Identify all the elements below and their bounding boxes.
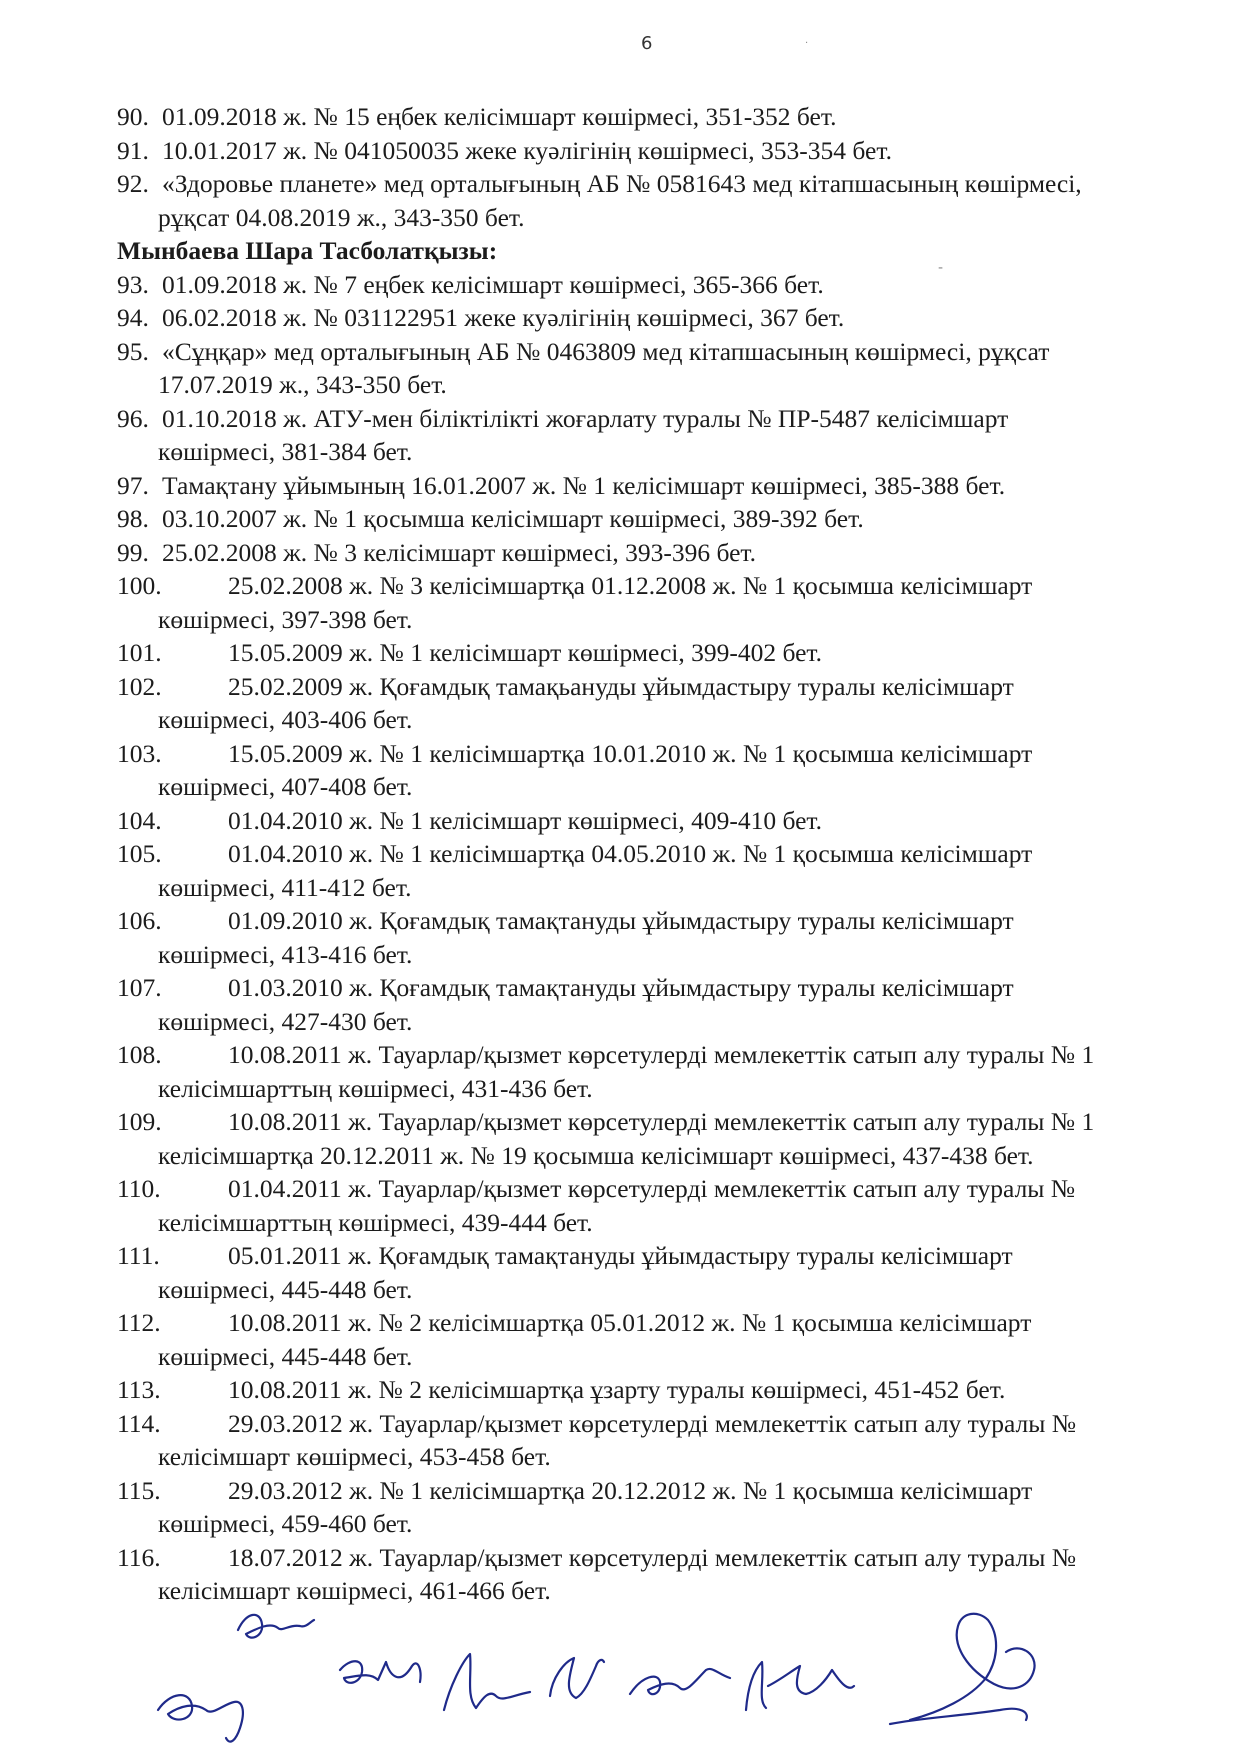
list-item-number: 110. — [117, 1174, 161, 1203]
list-item-number: 94. — [117, 303, 149, 332]
list-item-text: 01.04.2011 ж. Тауарлар/қызмет көрсетулерді мемлекеттік сатып алу туралы № — [228, 1174, 1076, 1203]
list-item-text: 10.08.2011 ж. Тауарлар/қызмет көрсетулерді мемлекеттік сатып алу туралы № 1 — [228, 1107, 1095, 1136]
list-item-text: 29.03.2012 ж. Тауарлар/қызмет көрсетулерді мемлекеттік сатып алу туралы № — [228, 1408, 1077, 1438]
list-item-number: 102. — [117, 671, 162, 701]
list-item-number: 116. — [117, 1542, 161, 1572]
list-item-number: 112. — [117, 1308, 161, 1337]
list-item-continuation: көшірмесі, 407-408 бет. — [158, 772, 413, 801]
list-item-text: 01.03.2010 ж. Қоғамдық тамақтануды ұйымдастыру туралы келісімшарт — [228, 973, 1014, 1002]
list-item-text: «Сұңқар» мед орталығының АБ № 0463809 мед кітапшасының көшірмесі, рұқсат — [162, 336, 1050, 366]
list-item — [0, 1105, 1204, 1172]
list-item-text: 03.10.2007 ж. № 1 қосымша келісімшарт көшірмесі, 389-392 бет. — [162, 504, 864, 533]
signatures-icon — [150, 1600, 1150, 1750]
list-item-number: 109. — [117, 1107, 162, 1136]
list-item-continuation: келісімшартқа 20.12.2011 ж. № 19 қосымша келісімшарт көшірмесі, 437-438 бет. — [158, 1140, 1034, 1170]
list-item — [0, 804, 1204, 838]
list-item-continuation: көшірмесі, 381-384 бет. — [158, 437, 413, 466]
list-item-text: «Здоровье планете» мед орталығының АБ № 0581643 мед кітапшасының көшірмесі, — [162, 169, 1082, 198]
list-item-number: 105. — [117, 839, 162, 868]
list-item-number: 114. — [117, 1408, 161, 1438]
list-item-number: 106. — [117, 906, 162, 935]
list-item-number: 93. — [117, 269, 149, 299]
list-item-number: 103. — [117, 738, 162, 768]
list-item — [0, 167, 1204, 234]
list-item-continuation: рұқсат 04.08.2019 ж., 343-350 бет. — [158, 202, 525, 232]
list-item — [0, 636, 1204, 670]
list-item — [0, 1239, 1204, 1306]
list-item-continuation: келісімшарттың көшірмесі, 431-436 бет. — [158, 1073, 593, 1103]
list-item-continuation: көшірмесі, 403-406 бет. — [158, 705, 413, 734]
list-item-number: 95. — [117, 336, 149, 366]
list-item-text: 01.09.2018 ж. № 7 еңбек келісімшарт көшірмесі, 365-366 бет. — [162, 269, 824, 299]
list-item-continuation: көшірмесі, 397-398 бет. — [158, 604, 413, 634]
document-body — [0, 100, 1240, 1608]
list-item-text: 01.09.2018 ж. № 15 еңбек келісімшарт көшірмесі, 351-352 бет. — [162, 102, 837, 131]
list-item — [0, 335, 1204, 402]
list-item-continuation: келісімшарттың көшірмесі, 439-444 бет. — [158, 1207, 593, 1237]
list-item-text: 10.01.2017 ж. № 041050035 жеке куәлігінің көшірмесі, 353-354 бет. — [162, 135, 892, 165]
list-item-text: 01.09.2010 ж. Қоғамдық тамақтануды ұйымдастыру туралы келісімшарт — [228, 906, 1014, 935]
list-item — [0, 569, 1204, 636]
list-item — [0, 268, 1204, 302]
list-item-continuation: 17.07.2019 ж., 343-350 бет. — [158, 370, 447, 399]
list-item — [0, 737, 1204, 804]
list-item-continuation: көшірмесі, 459-460 бет. — [158, 1509, 413, 1538]
list-item-continuation: көшірмесі, 445-448 бет. — [158, 1341, 413, 1371]
list-item-number: 90. — [117, 102, 149, 131]
list-item — [0, 904, 1204, 971]
scan-dot-mark: - — [938, 260, 944, 276]
list-item — [0, 971, 1204, 1038]
list-item-text: 01.04.2010 ж. № 1 келісімшартқа 04.05.2010 ж. № 1 қосымша келісімшарт — [228, 839, 1033, 868]
list-item — [0, 1172, 1204, 1239]
list-item-continuation: көшірмесі, 427-430 бет. — [158, 1006, 413, 1036]
list-item — [0, 100, 1204, 134]
list-item-text: 25.02.2008 ж. № 3 келісімшарт көшірмесі, 393-396 бет. — [162, 537, 757, 567]
list-item-text: 29.03.2012 ж. № 1 келісімшартқа 20.12.2012 ж. № 1 қосымша келісімшарт — [228, 1475, 1033, 1505]
list-item — [0, 1474, 1204, 1541]
list-item — [0, 402, 1204, 469]
list-item — [0, 1407, 1204, 1474]
list-item-number: 113. — [117, 1375, 161, 1404]
signatures-area — [150, 1600, 1150, 1750]
list-item-number: 96. — [117, 403, 149, 433]
list-item-text: 25.02.2008 ж. № 3 келісімшартқа 01.12.2008 ж. № 1 қосымша келісімшарт — [228, 571, 1033, 600]
list-item — [0, 670, 1204, 737]
list-item-text: 25.02.2009 ж. Қоғамдық тамақьануды ұйымдастыру туралы келісімшарт — [228, 671, 1014, 701]
list-item-continuation: келісімшарт көшірмесі, 453-458 бет. — [158, 1442, 551, 1471]
page-number: 6 — [641, 33, 653, 54]
list-item — [0, 1373, 1204, 1407]
list-item-number: 101. — [117, 638, 162, 667]
list-item-number: 97. — [117, 470, 149, 500]
list-item-number: 111. — [117, 1241, 160, 1270]
list-item-text: 15.05.2009 ж. № 1 келісімшарт көшірмесі, 399-402 бет. — [228, 638, 823, 667]
list-item — [0, 1306, 1204, 1373]
list-item-continuation: көшірмесі, 413-416 бет. — [158, 939, 413, 969]
list-item-text: 06.02.2018 ж. № 031122951 жеке куәлігінің көшірмесі, 367 бет. — [162, 303, 845, 332]
list-item-text: 18.07.2012 ж. Тауарлар/қызмет көрсетулерді мемлекеттік сатып алу туралы № — [228, 1542, 1077, 1572]
list-item — [0, 1038, 1204, 1105]
list-item — [0, 469, 1204, 503]
list-item-text: 01.04.2010 ж. № 1 келісімшарт көшірмесі, 409-410 бет. — [228, 805, 823, 835]
list-item — [0, 1541, 1204, 1608]
list-item-text: 01.10.2018 ж. АТУ-мен біліктілікті жоғарлату туралы № ПР-5487 келісімшарт — [162, 403, 1009, 433]
list-item-text: 10.08.2011 ж. Тауарлар/қызмет көрсетулерді мемлекеттік сатып алу туралы № 1 — [228, 1040, 1095, 1069]
list-item — [0, 837, 1204, 904]
section-heading: Мынбаева Шара Тасболатқызы: — [117, 236, 498, 265]
entry-list-after — [0, 268, 1240, 1608]
list-item-continuation: көшірмесі, 445-448 бет. — [158, 1274, 413, 1304]
list-item-continuation: көшірмесі, 411-412 бет. — [158, 872, 412, 902]
list-item-number: 91. — [117, 135, 149, 165]
list-item-number: 100. — [117, 571, 162, 600]
list-item-text: 10.08.2011 ж. № 2 келісімшартқа 05.01.2012 ж. № 1 қосымша келісімшарт — [228, 1308, 1032, 1337]
list-item — [0, 301, 1204, 335]
list-item-number: 104. — [117, 805, 162, 835]
list-item-text: 15.05.2009 ж. № 1 келісімшартқа 10.01.2010 ж. № 1 қосымша келісімшарт — [228, 738, 1033, 768]
list-item — [0, 502, 1204, 536]
list-item-continuation: келісімшарт көшірмесі, 461-466 бет. — [158, 1576, 551, 1605]
list-item-text: 10.08.2011 ж. № 2 келісімшартқа ұзарту туралы көшірмесі, 451-452 бет. — [228, 1375, 1006, 1404]
entry-list-before — [0, 100, 1240, 234]
list-item-text: 05.01.2011 ж. Қоғамдық тамақтануды ұйымдастыру туралы келісімшарт — [228, 1241, 1013, 1270]
scan-dot-mark: · — [805, 38, 809, 49]
list-item-number: 98. — [117, 504, 149, 533]
list-item-text: Тамақтану ұйымының 16.01.2007 ж. № 1 келісімшарт көшірмесі, 385-388 бет. — [162, 470, 1006, 500]
list-item-number: 108. — [117, 1040, 162, 1069]
list-item — [0, 134, 1204, 168]
list-item-number: 107. — [117, 973, 162, 1002]
list-item-number: 92. — [117, 169, 149, 198]
list-item — [0, 536, 1204, 570]
list-item-number: 115. — [117, 1475, 161, 1505]
list-item-number: 99. — [117, 537, 149, 567]
